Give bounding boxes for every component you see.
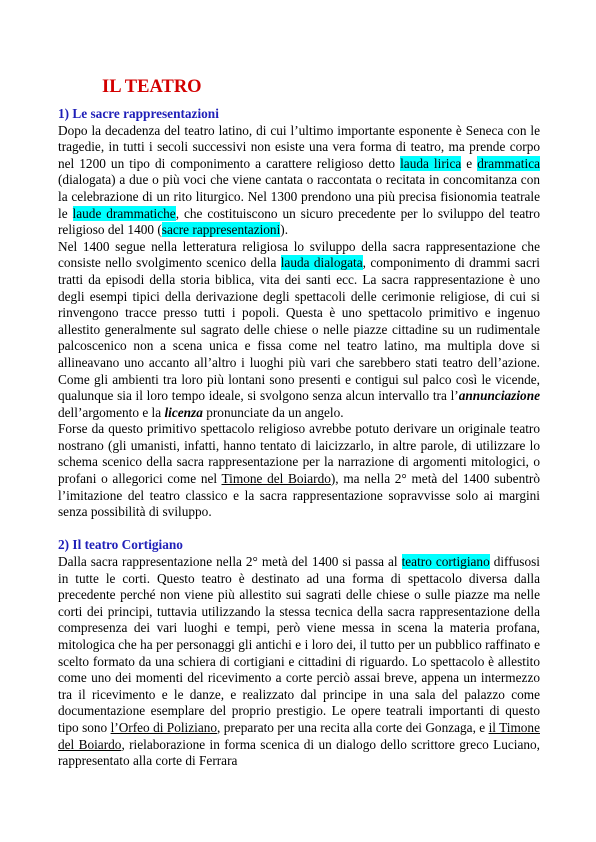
- section-1-paragraph-2: Nel 1400 segue nella letteratura religiosa lo sviluppo della sacra rappresentazione che consiste nello svolgimento scenico della lauda dialogata, componimento di drammi sacri tratti da episodi della storia biblica, vita dei santi ecc. La sacra rappresentazione è uno degli esempi tipici della derivazione degli spettacoli delle cerimonie religiose, di cui si rinvengono tracce presso tutti i popoli. Questa è uno spettacolo primitivo e ingenuo allestito generalmente sul sagrato delle chiese o nelle piazze cittadine su un rudimentale palcoscenico non a scena unica e fissa come nel teatro latino, ma multipla dove si allineavano uno accanto all’altro i luoghi più vari che sarebbero stati teatro dell’azione. Come gli ambienti tra loro più lontani sono presenti e contigui sul palco così le vicende, qualunque sia il loro tempo ideale, si svolgono senza alcun intervallo tra l’annunciazione dell’argomento e la licenza pronunciate da un angelo.: [58, 238, 540, 420]
- emphasis-licenza: licenza: [164, 404, 203, 420]
- underlined-il-timone-del-boiardo: il Timone del Boiardo: [58, 719, 540, 752]
- section-spacer: [58, 521, 540, 538]
- emphasis-annunciazione: annunciazione: [458, 388, 540, 404]
- section-1-paragraph-3: Forse da questo primitivo spettacolo religioso avrebbe potuto derivare un originale teatro nostrano (gli umanisti, infatti, hanno tentato di laicizzarlo, in altre parole, di utilizzare lo schema scenico della sacra rappresentazione per la narrazione di argomenti mitologici, o profani o allegorici come nel Timone del Boiardo), ma nella 2° metà del 1400 subentrò l’imitazione del teatro classico e la sacra rappresentazione sopravvisse solo ai margini senza possibilità di sviluppo.: [58, 421, 540, 520]
- highlight-sacre-rappresentazioni: sacre rappresentazioni: [161, 222, 281, 238]
- highlight-lauda-lirica: lauda lirica: [400, 155, 462, 171]
- highlight-drammatica: drammatica: [477, 155, 540, 171]
- document-page: [58, 76, 540, 770]
- underlined-timone-del-boiardo: Timone del Boiardo: [221, 471, 331, 487]
- section-1-heading: 1) Le sacre rappresentazioni: [58, 106, 219, 121]
- page-title: IL TEATRO: [102, 77, 202, 97]
- underlined-orfeo-di-poliziano: l’Orfeo di Poliziano: [110, 719, 218, 735]
- highlight-laude-drammatiche: laude drammatiche: [72, 205, 176, 221]
- highlight-teatro-cortigiano: teatro cortigiano: [401, 554, 490, 570]
- section-1-paragraph-1: Dopo la decadenza del teatro latino, di cui l’ultimo importante esponente è Seneca con le tragedie, in tutti i secoli successivi non esiste una vera forma di teatro, ma prende corpo nel 1200 un tipo di componimento a carattere religioso detto lauda lirica e drammatica (dialogata) a due o più voci che viene cantata o raccontata o recitata in concomitanza con la celebrazione di un rito liturgico. Nel 1300 prendono una più precisa fisionomia teatrale le laude drammatiche, che costituiscono un sicuro precedente per lo sviluppo del teatro religioso del 1400 (sacre rappresentazioni).: [58, 122, 541, 238]
- highlight-lauda-dialogata: lauda dialogata: [280, 255, 363, 271]
- section-2-heading: 2) Il teatro Cortigiano: [58, 537, 183, 553]
- section-2-paragraph-1: Dalla sacra rappresentazione nella 2° metà del 1400 si passa al teatro cortigiano diffusosi in tutte le corti. Questo teatro è destinato ad una forma di spettacolo diversa dalla precedente perché non viene più allestito sui sagrati delle chiese o sulle piazze ma nelle corti dei principi, tuttavia utilizzando la stessa tecnica della sacra rappresentazione della compresenza dei vari luoghi e tempi, però viene messa in scena la materia profana, mitologica che ha per personaggi gli antichi e i loro dei, il tutto per un pubblico raffinato e scelto formato da una schiera di cortigiani e cittadini di riguardo. Lo spettacolo è allestito come uno dei momenti del ricevimento a corte perciò assai breve, appena un intermezzo tra il ricevimento e le danze, e realizzato dal principe in una sala del palazzo come documentazione esemplare del proprio prestigio. Le opere teatrali importanti di questo tipo sono l’Orfeo di Poliziano, preparato per una recita alla corte dei Gonzaga, e il Timone del Boiardo, rielaborazione in forma scenica di un dialogo dello scrittore greco Luciano, rappresentato alla corte di Ferrara: [58, 554, 541, 769]
